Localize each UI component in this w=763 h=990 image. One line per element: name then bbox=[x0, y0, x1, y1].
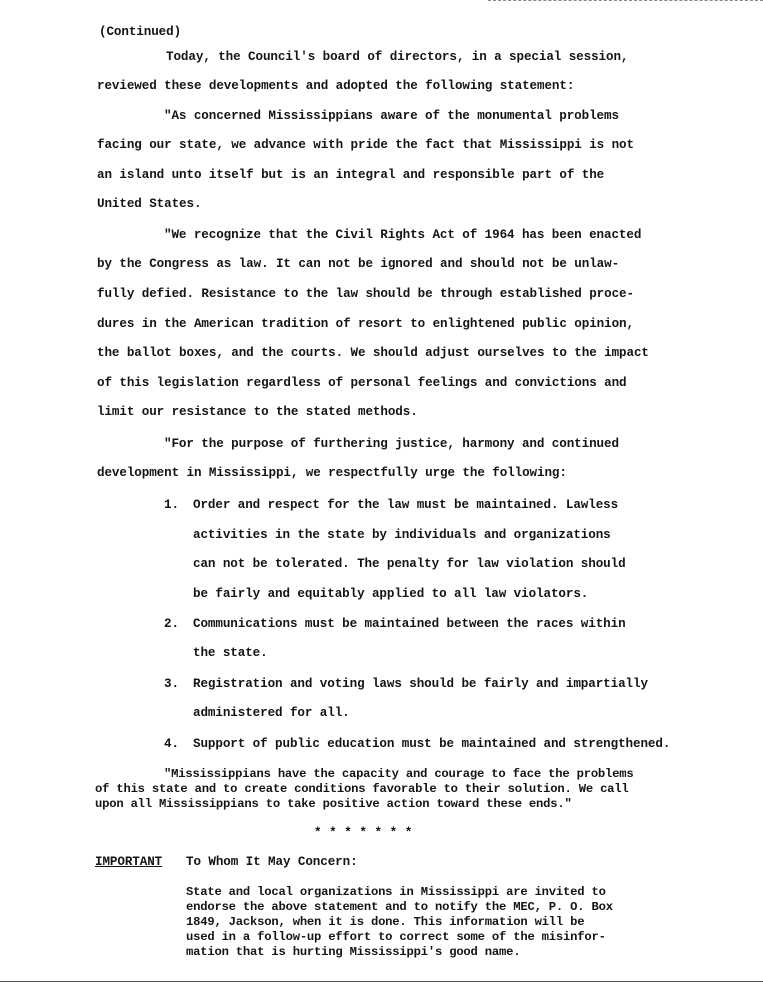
para1-line-4: United States. bbox=[97, 197, 202, 211]
para3-line-1: "For the purpose of furthering justice, harmony and continued bbox=[164, 437, 619, 451]
closing-line-1: "Mississippians have the capacity and courage to face the problems bbox=[164, 767, 634, 781]
list-item-1-line-3: can not be tolerated. The penalty for law violation should bbox=[193, 557, 626, 571]
list-item-2-line-2: the state. bbox=[193, 646, 268, 660]
para2-line-1: "We recognize that the Civil Rights Act of 1964 has been enacted bbox=[164, 228, 642, 242]
intro-line-2: reviewed these developments and adopted the following statement: bbox=[97, 79, 575, 93]
important-line-2: endorse the above statement and to notify the MEC, P. O. Box bbox=[186, 900, 613, 914]
list-item-1-line-2: activities in the state by individuals and organizations bbox=[193, 528, 611, 542]
para1-line-2: facing our state, we advance with pride the fact that Mississippi is not bbox=[97, 138, 634, 152]
important-line-4: used in a follow-up effort to correct some of the misinfor- bbox=[186, 930, 606, 944]
para2-line-5: the ballot boxes, and the courts. We should adjust ourselves to the impact bbox=[97, 346, 649, 360]
list-item-number: 1. bbox=[164, 498, 180, 512]
para2-line-4: dures in the American tradition of resort to enlightened public opinion, bbox=[97, 317, 634, 331]
list-item-4-line-1: Support of public education must be maintained and strengthened. bbox=[193, 737, 671, 751]
important-line-3: 1849, Jackson, when it is done. This information will be bbox=[186, 915, 585, 929]
important-salutation: To Whom It May Concern: bbox=[186, 855, 358, 869]
list-item-3-line-2: administered for all. bbox=[193, 706, 350, 720]
para3-line-2: development in Mississippi, we respectfully urge the following: bbox=[97, 466, 567, 480]
list-item-2-line-1: Communications must be maintained between the races within bbox=[193, 617, 626, 631]
important-line-1: State and local organizations in Mississippi are invited to bbox=[186, 885, 606, 899]
para2-line-3: fully defied. Resistance to the law should be through established proce- bbox=[97, 287, 634, 301]
bottom-rule bbox=[0, 981, 763, 982]
list-item-1-line-1: Order and respect for the law must be maintained. Lawless bbox=[193, 498, 619, 512]
para1-line-1: "As concerned Mississippians aware of the monumental problems bbox=[164, 109, 619, 123]
list-item-1-line-4: be fairly and equitably applied to all law violators. bbox=[193, 587, 589, 601]
asterisk-separator: * * * * * * * bbox=[314, 826, 413, 840]
closing-line-2: of this state and to create conditions favorable to their solution. We call bbox=[95, 782, 629, 796]
para2-line-2: by the Congress as law. It can not be ignored and should not be unlaw- bbox=[97, 257, 620, 271]
important-label: IMPORTANT bbox=[95, 855, 163, 869]
para2-line-6: of this legislation regardless of personal feelings and convictions and bbox=[97, 376, 627, 390]
para2-line-7: limit our resistance to the stated methods. bbox=[97, 405, 418, 419]
list-item-number: 4. bbox=[164, 737, 180, 751]
list-item-3-line-1: Registration and voting laws should be fairly and impartially bbox=[193, 677, 648, 691]
intro-line-1: Today, the Council's board of directors, in a special session, bbox=[166, 50, 629, 64]
para1-line-3: an island unto itself but is an integral and responsible part of the bbox=[97, 168, 605, 182]
important-line-5: mation that is hurting Mississippi's good name. bbox=[186, 945, 521, 959]
list-item-number: 3. bbox=[164, 677, 180, 691]
top-edge-dashes bbox=[488, 0, 763, 1]
closing-line-3: upon all Mississippians to take positive action toward these ends." bbox=[95, 797, 572, 811]
list-item-number: 2. bbox=[164, 617, 180, 631]
continued-label: (Continued) bbox=[99, 25, 182, 39]
